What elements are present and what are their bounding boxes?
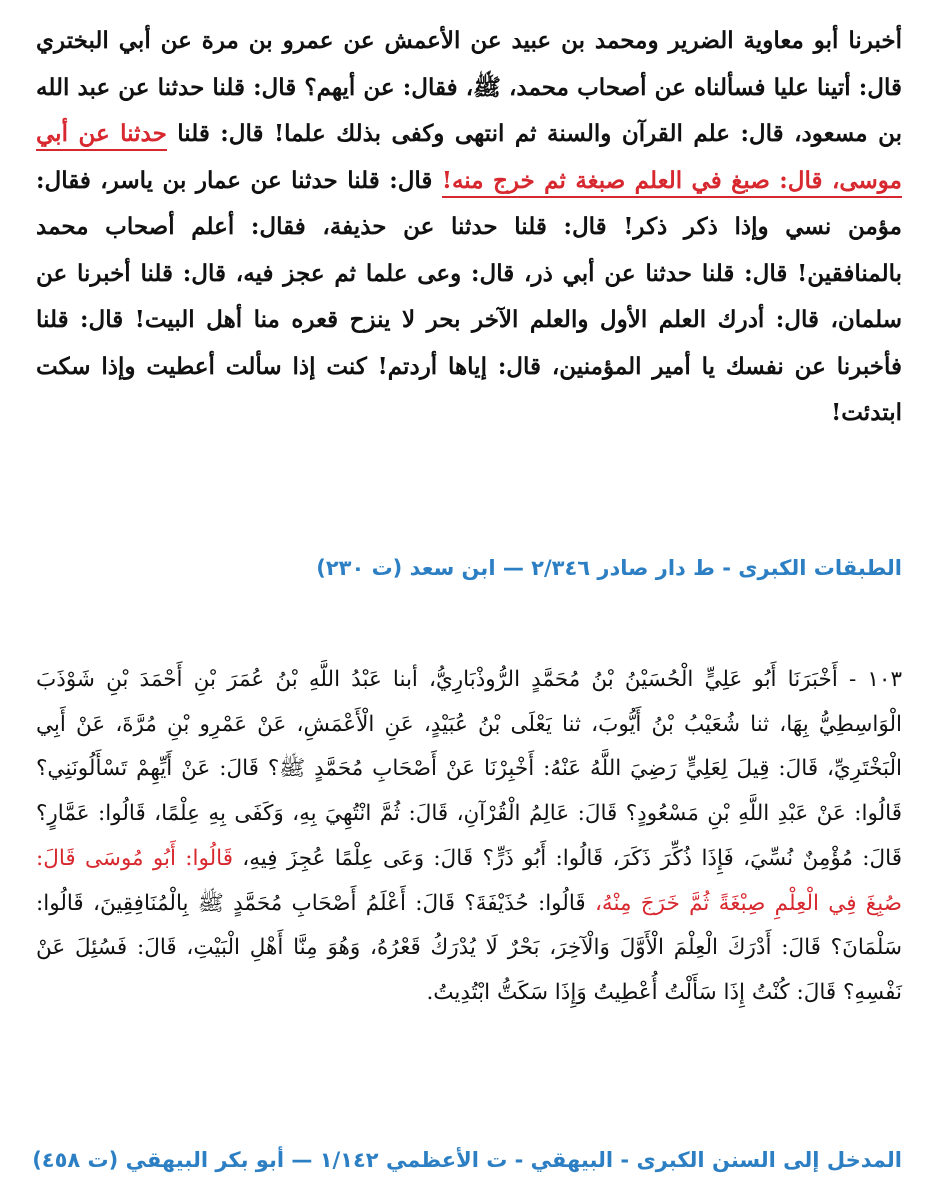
passage-text: قال: قلنا حدثنا عن عمار بن ياسر، فقال: مؤمن نسي وإذا ذكر ذكر! قال: قلنا حدثنا عن حذيفة، فقال: أعلم أصحاب محمد بالمنافقين! قال: قلنا حدثنا عن أبي ذر، قال: وعى علما ثم عجز فيه، قال: قلنا أخبرنا عن سلمان، قال: أدرك العلم الأول والعلم الآخر بحر لا ينزح قعره منا أهل البيت! قال: قلنا فأخبرنا عن نفسك يا أمير المؤمنين، قال: إياها أردتم! كنت إذا سألت أعطيت وإذا سكت ابتدئت! <box>36 166 902 426</box>
passage-ibn-saad <box>36 18 902 437</box>
passage-bayhaqi <box>36 658 902 1016</box>
highlighted-quote: حدثنا عن أبي موسى، قال: صبغ في العلم صبغة ثم خرج منه! <box>36 120 902 198</box>
source-citation-ibn-saad: الطبقات الكبرى - ط دار صادر ٢/٣٤٦ — ابن سعد (ت ٢٣٠) <box>316 556 902 580</box>
passage-text: ١٠٣ - أَخْبَرَنَا أَبُو عَلِيٍّ الْحُسَيْنُ بْنُ مُحَمَّدٍ الرُّوذْبَارِيُّ، أبنا عَبْدُ اللَّهِ بْنُ عُمَرَ بْنِ أَحْمَدَ بْنِ شَوْذَبَ الْوَاسِطِيُّ بِهَا، ثنا شُعَيْبُ بْنُ أَيُّوبَ، ثنا يَعْلَى بْنُ عُبَيْدٍ، عَنِ الْأَعْمَشِ، عَنْ عَمْرِو بْنِ مُرَّةَ، عَنْ أَبِي الْبَخْتَرِيِّ، قَالَ: قِيلَ لِعَلِيٍّ رَضِيَ اللَّهُ عَنْهُ: أَخْبِرْنَا عَنْ أَصْحَابِ مُحَمَّدٍ ﷺ؟ قَالَ: عَنْ أَيِّهِمْ تَسْأَلُونَنِي؟ قَالُوا: عَنْ عَبْدِ اللَّهِ بْنِ مَسْعُودٍ؟ قَالَ: عَالِمُ الْقُرْآنِ، قَالَ: ثُمَّ انْتُهِيَ بِهِ، وَكَفَى بِهِ عِلْمًا، قَالُوا: عَمَّارٍ؟ قَالَ: مُؤْمِنٌ نُسِّيَ، فَإِذَا ذُكِّرَ ذَكَرَ، قَالُوا: أَبُو ذَرٍّ؟ قَالَ: وَعَى عِلْمًا عُجِزَ فِيهِ، <box>36 667 903 871</box>
source-citation-bayhaqi: المدخل إلى السنن الكبرى - البيهقي - ت الأعظمي ١/١٤٢ — أبو بكر البيهقي (ت ٤٥٨) <box>32 1148 902 1172</box>
passage-text: قَالُوا: حُذَيْفَةَ؟ قَالَ: أَعْلَمُ أَصْحَابِ مُحَمَّدٍ ﷺ بِالْمُنَافِقِينَ، قَالُوا: سَلْمَانَ؟ قَالَ: أَدْرَكَ الْعِلْمَ الْأَوَّلَ وَالْآخِرَ، بَحْرٌ لَا يُدْرَكُ قَعْرُهُ، وَهُوَ مِنَّا أَهْلِ الْبَيْتِ، قَالَ: فَسُئِلَ عَنْ نَفْسِهِ؟ قَالَ: كُنْتُ إِذَا سَأَلْتُ أُعْطِيتُ وَإِذَا سَكَتُّ ابْتُدِيتُ. <box>36 890 902 1005</box>
highlighted-quote: قَالُوا: أَبُو مُوسَى قَالَ: صُبِغَ فِي الْعِلْمِ صِبْغَةً ثُمَّ خَرَجَ مِنْهُ، <box>36 845 902 916</box>
passage-text: أخبرنا أبو معاوية الضرير ومحمد بن عبيد عن الأعمش عن عمرو بن مرة عن أبي البختري قال: أتينا عليا فسألناه عن أصحاب محمد، ﷺ، فقال: عن أيهم؟ قال: قلنا حدثنا عن عبد الله بن مسعود، قال: علم القرآن والسنة ثم انتهى وكفى بذلك علما! قال: قلنا <box>36 27 902 147</box>
